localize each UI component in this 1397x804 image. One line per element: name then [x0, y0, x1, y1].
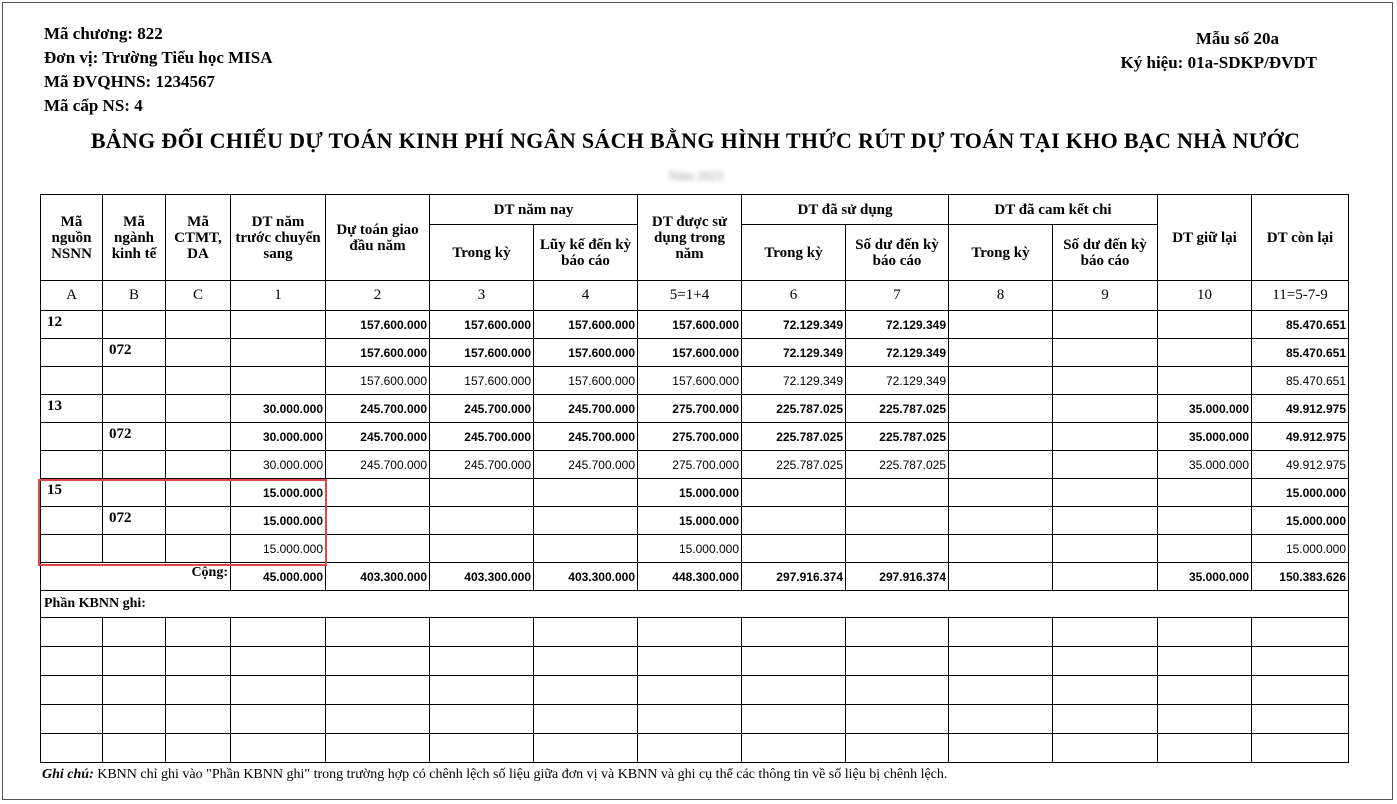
total-amount-cell: 403.300.000 [430, 563, 534, 591]
blank-row [41, 734, 1349, 763]
code-cell [166, 507, 231, 535]
blank-cell [326, 618, 430, 647]
total-row [41, 563, 1349, 591]
blank-cell [430, 647, 534, 676]
blank-cell [638, 676, 742, 705]
amount-cell: 30.000.000 [231, 423, 326, 451]
table-row [41, 423, 1349, 451]
table-row [41, 339, 1349, 367]
code-cell [103, 479, 166, 507]
code-cell [41, 535, 103, 563]
blank-cell [1252, 734, 1349, 763]
ma-dvqhns: Mã ĐVQHNS: 1234567 [44, 72, 215, 91]
amount-cell: 157.600.000 [326, 339, 430, 367]
amount-cell [949, 479, 1053, 507]
amount-cell: 72.129.349 [846, 311, 949, 339]
amount-cell: 225.787.025 [846, 451, 949, 479]
amount-cell: 157.600.000 [534, 311, 638, 339]
blank-cell [846, 618, 949, 647]
blank-cell [949, 618, 1053, 647]
amount-cell [949, 339, 1053, 367]
kbnn-label: Phần KBNN ghi: [41, 591, 1349, 618]
blank-cell [742, 705, 846, 734]
blank-cell [742, 676, 846, 705]
amount-cell [1158, 535, 1252, 563]
blank-cell [1158, 618, 1252, 647]
amount-cell: 225.787.025 [846, 423, 949, 451]
amount-cell: 225.787.025 [742, 395, 846, 423]
amount-cell: 225.787.025 [742, 423, 846, 451]
amount-cell: 15.000.000 [638, 535, 742, 563]
index-cell: A [41, 281, 103, 311]
amount-cell: 15.000.000 [231, 479, 326, 507]
col-ma-nguon: Mã nguồn NSNN [41, 195, 103, 281]
col-dt-giu-lai: DT giữ lại [1158, 195, 1252, 281]
amount-cell: 72.129.349 [742, 339, 846, 367]
blank-cell [638, 647, 742, 676]
code-cell [166, 479, 231, 507]
blank-cell [949, 676, 1053, 705]
blank-cell [166, 734, 231, 763]
code-cell [166, 423, 231, 451]
blank-cell [638, 705, 742, 734]
amount-cell [1053, 339, 1158, 367]
total-amount-cell: 448.300.000 [638, 563, 742, 591]
index-cell: 5=1+4 [638, 281, 742, 311]
reconciliation-table [40, 194, 1349, 763]
blank-cell [1252, 647, 1349, 676]
table-row [41, 507, 1349, 535]
code-cell: 15 [41, 479, 103, 507]
blank-cell [1158, 734, 1252, 763]
col-cam-ket-trong-ky: Trong kỳ [949, 225, 1053, 281]
total-amount-cell: 403.300.000 [534, 563, 638, 591]
blank-cell [103, 647, 166, 676]
amount-cell [846, 507, 949, 535]
blank-cell [430, 676, 534, 705]
amount-cell [231, 311, 326, 339]
blank-cell [1252, 676, 1349, 705]
blank-cell [534, 647, 638, 676]
kbnn-section-row [41, 591, 1349, 618]
ma-cap-ns: Mã cấp NS: 4 [44, 96, 143, 115]
amount-cell: 72.129.349 [846, 367, 949, 395]
total-amount-cell [949, 563, 1053, 591]
amount-cell [1158, 367, 1252, 395]
amount-cell: 245.700.000 [326, 423, 430, 451]
amount-cell: 85.470.651 [1252, 311, 1349, 339]
amount-cell [534, 479, 638, 507]
amount-cell [1053, 451, 1158, 479]
col-su-dung-so-du: Số dư đến kỳ báo cáo [846, 225, 949, 281]
amount-cell: 35.000.000 [1158, 451, 1252, 479]
blank-row [41, 705, 1349, 734]
amount-cell [1158, 479, 1252, 507]
amount-cell: 85.470.651 [1252, 339, 1349, 367]
index-cell: 9 [1053, 281, 1158, 311]
amount-cell: 85.470.651 [1252, 367, 1349, 395]
blank-cell [846, 647, 949, 676]
amount-cell [742, 507, 846, 535]
amount-cell [1053, 479, 1158, 507]
amount-cell: 225.787.025 [742, 451, 846, 479]
blank-cell [742, 734, 846, 763]
amount-cell [949, 507, 1053, 535]
amount-cell: 72.129.349 [742, 311, 846, 339]
blank-cell [430, 618, 534, 647]
amount-cell [534, 535, 638, 563]
col-ma-ctmt: Mã CTMT, DA [166, 195, 231, 281]
amount-cell: 15.000.000 [1252, 535, 1349, 563]
blank-cell [1158, 647, 1252, 676]
footnote-label: Ghi chú: [42, 767, 94, 782]
col-dt-duoc-su-dung: DT được sử dụng trong năm [638, 195, 742, 281]
amount-cell: 15.000.000 [231, 507, 326, 535]
amount-cell [742, 535, 846, 563]
mau-so: Mẫu số 20a [1195, 29, 1279, 48]
index-cell: C [166, 281, 231, 311]
index-cell: 6 [742, 281, 846, 311]
table-row [41, 395, 1349, 423]
total-amount-cell: 297.916.374 [846, 563, 949, 591]
don-vi: Đơn vị: Trường Tiểu học MISA [44, 48, 273, 67]
amount-cell [1053, 395, 1158, 423]
blank-cell [1053, 734, 1158, 763]
code-cell [166, 395, 231, 423]
blank-cell [41, 734, 103, 763]
blank-cell [430, 705, 534, 734]
blank-cell [103, 618, 166, 647]
amount-cell: 245.700.000 [430, 451, 534, 479]
blank-cell [430, 734, 534, 763]
blank-cell [41, 647, 103, 676]
table-body [41, 281, 1349, 763]
total-amount-cell: 297.916.374 [742, 563, 846, 591]
blank-cell [949, 647, 1053, 676]
col-su-dung-trong-ky: Trong kỳ [742, 225, 846, 281]
amount-cell: 245.700.000 [430, 423, 534, 451]
code-cell: 12 [41, 311, 103, 339]
table-row [41, 367, 1349, 395]
blank-cell [846, 676, 949, 705]
blank-cell [231, 705, 326, 734]
amount-cell: 157.600.000 [430, 339, 534, 367]
footnote-text: KBNN chỉ ghi vào "Phần KBNN ghi" trong trường hợp có chênh lệch số liệu giữa đơn vị và KBNN và ghi cụ thể các thông tin về số liệu bị chênh lệch. [93, 767, 948, 782]
amount-cell [949, 451, 1053, 479]
blank-cell [231, 676, 326, 705]
amount-cell: 157.600.000 [326, 367, 430, 395]
report-title: BẢNG ĐỐI CHIẾU DỰ TOÁN KINH PHÍ NGÂN SÁCH BẰNG HÌNH THỨC RÚT DỰ TOÁN TẠI KHO BẠC NHÀ NƯỚC [90, 128, 1301, 153]
amount-cell [742, 479, 846, 507]
amount-cell [949, 395, 1053, 423]
code-cell [41, 423, 103, 451]
amount-cell [846, 535, 949, 563]
col-cam-ket-so-du: Số dư đến kỳ báo cáo [1053, 225, 1158, 281]
blank-cell [1053, 647, 1158, 676]
total-amount-cell: 45.000.000 [231, 563, 326, 591]
amount-cell: 245.700.000 [326, 395, 430, 423]
code-cell [166, 367, 231, 395]
col-dt-con-lai: DT còn lại [1252, 195, 1349, 281]
col-dt-nam-nay: DT năm nay [430, 195, 638, 225]
ma-chuong: Mã chương: 822 [44, 24, 163, 43]
code-cell [41, 507, 103, 535]
blank-cell [534, 734, 638, 763]
code-cell [166, 535, 231, 563]
blank-cell [638, 618, 742, 647]
amount-cell [1053, 367, 1158, 395]
blank-cell [846, 734, 949, 763]
amount-cell [430, 479, 534, 507]
report-year-blurred: Năm 2023 [668, 168, 724, 183]
total-amount-cell [1053, 563, 1158, 591]
amount-cell: 157.600.000 [430, 311, 534, 339]
blank-cell [326, 647, 430, 676]
amount-cell [534, 507, 638, 535]
amount-cell: 72.129.349 [846, 339, 949, 367]
ky-hieu: Ký hiệu: 01a-SDKP/ĐVDT [1120, 53, 1317, 72]
amount-cell: 15.000.000 [638, 479, 742, 507]
blank-cell [534, 705, 638, 734]
code-cell [41, 367, 103, 395]
amount-cell [1158, 311, 1252, 339]
blank-cell [1053, 705, 1158, 734]
code-cell [166, 339, 231, 367]
total-amount-cell: 403.300.000 [326, 563, 430, 591]
blank-row [41, 676, 1349, 705]
blank-cell [742, 647, 846, 676]
amount-cell: 72.129.349 [742, 367, 846, 395]
amount-cell [231, 367, 326, 395]
index-cell: 2 [326, 281, 430, 311]
blank-cell [1158, 676, 1252, 705]
amount-cell: 157.600.000 [638, 311, 742, 339]
code-cell [166, 311, 231, 339]
amount-cell: 15.000.000 [638, 507, 742, 535]
amount-cell: 245.700.000 [326, 451, 430, 479]
col-dt-da-su-dung: DT đã sử dụng [742, 195, 949, 225]
amount-cell [1053, 507, 1158, 535]
amount-cell [949, 535, 1053, 563]
blank-cell [166, 618, 231, 647]
amount-cell: 245.700.000 [534, 423, 638, 451]
amount-cell [326, 507, 430, 535]
blank-cell [326, 734, 430, 763]
column-index-row [41, 281, 1349, 311]
code-cell [103, 367, 166, 395]
blank-cell [742, 618, 846, 647]
index-cell: B [103, 281, 166, 311]
amount-cell: 30.000.000 [231, 395, 326, 423]
code-cell [103, 451, 166, 479]
index-cell: 7 [846, 281, 949, 311]
blank-row [41, 618, 1349, 647]
amount-cell: 35.000.000 [1158, 395, 1252, 423]
amount-cell [1158, 339, 1252, 367]
blank-cell [231, 618, 326, 647]
amount-cell: 157.600.000 [638, 339, 742, 367]
blank-cell [638, 734, 742, 763]
index-cell: 4 [534, 281, 638, 311]
blank-cell [166, 647, 231, 676]
blank-cell [166, 705, 231, 734]
col-nam-nay-trong-ky: Trong kỳ [430, 225, 534, 281]
blank-cell [41, 676, 103, 705]
amount-cell [949, 367, 1053, 395]
amount-cell [430, 507, 534, 535]
blank-cell [1053, 618, 1158, 647]
amount-cell: 15.000.000 [1252, 479, 1349, 507]
amount-cell: 275.700.000 [638, 451, 742, 479]
amount-cell: 157.600.000 [534, 339, 638, 367]
amount-cell: 30.000.000 [231, 451, 326, 479]
amount-cell: 157.600.000 [638, 367, 742, 395]
code-cell [166, 451, 231, 479]
blank-cell [103, 676, 166, 705]
blank-cell [1252, 705, 1349, 734]
amount-cell [846, 479, 949, 507]
amount-cell [430, 535, 534, 563]
amount-cell: 245.700.000 [430, 395, 534, 423]
code-cell: 13 [41, 395, 103, 423]
blank-cell [231, 734, 326, 763]
amount-cell: 275.700.000 [638, 423, 742, 451]
blank-cell [534, 618, 638, 647]
blank-cell [1252, 618, 1349, 647]
table-row [41, 311, 1349, 339]
table-row [41, 479, 1349, 507]
unit-info [44, 22, 273, 118]
col-nam-nay-luy-ke: Lũy kế đến kỳ báo cáo [534, 225, 638, 281]
index-cell: 8 [949, 281, 1053, 311]
blank-cell [1158, 705, 1252, 734]
blank-cell [166, 676, 231, 705]
amount-cell [1053, 535, 1158, 563]
amount-cell: 35.000.000 [1158, 423, 1252, 451]
index-cell: 11=5-7-9 [1252, 281, 1349, 311]
amount-cell: 275.700.000 [638, 395, 742, 423]
blank-cell [41, 705, 103, 734]
code-cell [103, 395, 166, 423]
amount-cell: 49.912.975 [1252, 423, 1349, 451]
blank-cell [326, 676, 430, 705]
total-label: Cộng: [41, 563, 231, 591]
amount-cell: 157.600.000 [534, 367, 638, 395]
amount-cell: 225.787.025 [846, 395, 949, 423]
code-cell [103, 535, 166, 563]
blank-cell [231, 647, 326, 676]
blank-cell [534, 676, 638, 705]
total-amount-cell: 35.000.000 [1158, 563, 1252, 591]
amount-cell [326, 479, 430, 507]
amount-cell: 157.600.000 [430, 367, 534, 395]
col-dt-da-cam-ket: DT đã cam kết chi [949, 195, 1158, 225]
blank-cell [41, 618, 103, 647]
amount-cell [1158, 507, 1252, 535]
amount-cell [1053, 423, 1158, 451]
col-dt-nam-truoc: DT năm trước chuyển sang [231, 195, 326, 281]
blank-cell [103, 705, 166, 734]
amount-cell: 49.912.975 [1252, 395, 1349, 423]
blank-row [41, 647, 1349, 676]
amount-cell: 15.000.000 [1252, 507, 1349, 535]
amount-cell: 49.912.975 [1252, 451, 1349, 479]
amount-cell: 15.000.000 [231, 535, 326, 563]
table-row [41, 451, 1349, 479]
table-row [41, 535, 1349, 563]
blank-cell [1053, 676, 1158, 705]
blank-cell [949, 705, 1053, 734]
blank-cell [846, 705, 949, 734]
amount-cell [949, 423, 1053, 451]
form-info [1121, 27, 1317, 75]
code-cell: 072 [103, 339, 166, 367]
amount-cell: 245.700.000 [534, 451, 638, 479]
col-ma-nganh: Mã ngành kinh tế [103, 195, 166, 281]
index-cell: 1 [231, 281, 326, 311]
total-amount-cell: 150.383.626 [1252, 563, 1349, 591]
blank-cell [326, 705, 430, 734]
col-du-toan-giao: Dự toán giao đầu năm [326, 195, 430, 281]
amount-cell [326, 535, 430, 563]
code-cell [41, 451, 103, 479]
blank-cell [949, 734, 1053, 763]
amount-cell: 157.600.000 [326, 311, 430, 339]
amount-cell [949, 311, 1053, 339]
footnote [42, 767, 947, 783]
amount-cell: 245.700.000 [534, 395, 638, 423]
amount-cell [1053, 311, 1158, 339]
index-cell: 10 [1158, 281, 1252, 311]
code-cell [41, 339, 103, 367]
code-cell: 072 [103, 423, 166, 451]
amount-cell [231, 339, 326, 367]
blank-cell [103, 734, 166, 763]
code-cell: 072 [103, 507, 166, 535]
index-cell: 3 [430, 281, 534, 311]
code-cell [103, 311, 166, 339]
